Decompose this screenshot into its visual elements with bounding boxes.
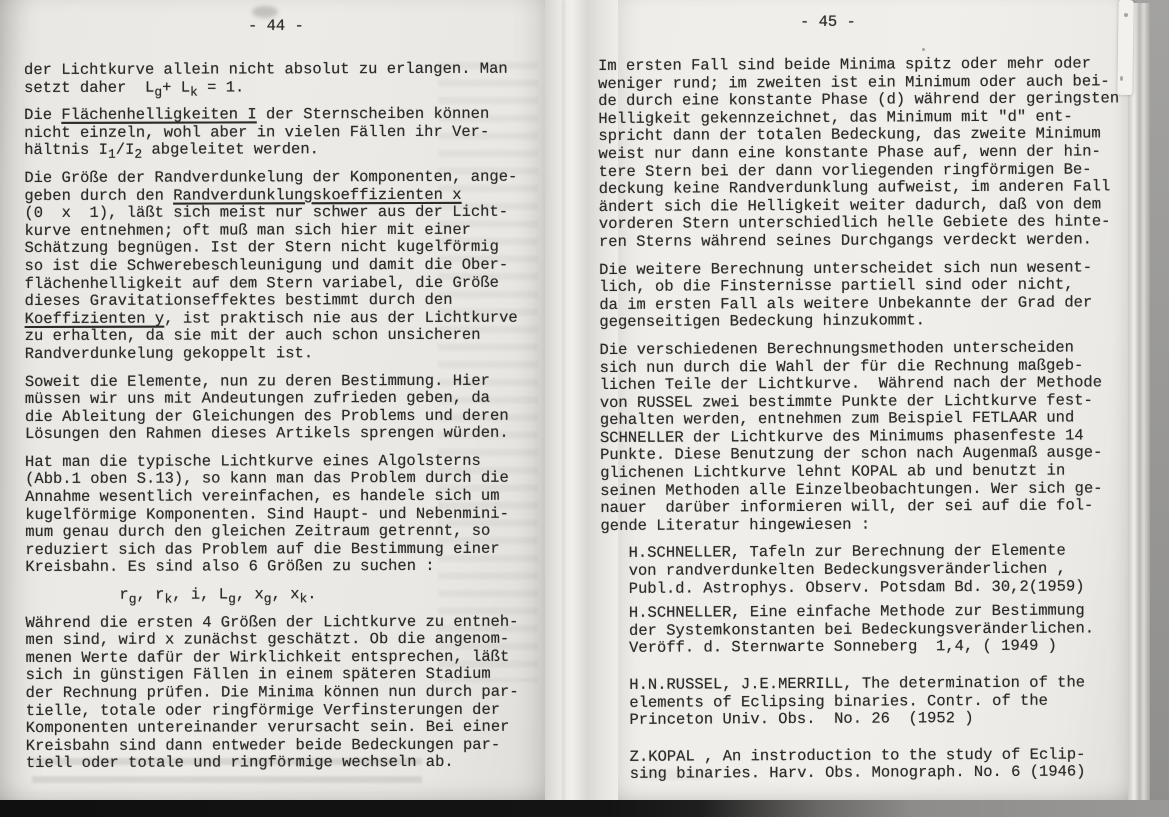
text-line: H.SCHNELLER, Tafeln zur Berechnung der Elemente <box>628 541 1066 563</box>
page-number-45: - 45 - <box>800 13 856 31</box>
text-line: rg, rk, i, Lg, xg, xk. <box>119 585 317 607</box>
underlined-term: Koeffizienten y <box>24 309 165 328</box>
subscript: 1 <box>107 147 116 163</box>
underlined-term: Flächenhelligkeiten I <box>61 105 257 125</box>
paragraph <box>24 104 544 163</box>
text-line: de durch eine konstante Phase (d) während der geringsten <box>598 89 1120 111</box>
text-line: gegenseitigen Bedeckung hinzukommt. <box>599 311 925 332</box>
text-line: geben durch den Randverdunklungskoeffizienten x <box>24 185 462 205</box>
text-line: Princeton Univ. Obs. No. 26 (1952 ) <box>629 709 974 730</box>
text-line: deckung keine Randverdunklung aufweist, im anderen Fall <box>598 177 1111 199</box>
text-line: hältnis I1/I2 abgeleitet werden. <box>24 140 319 163</box>
underlined-term: Randverdunklungskoeffizienten x <box>173 185 462 205</box>
paragraph <box>25 372 545 444</box>
page-number-44: - 44 - <box>248 17 304 35</box>
text-line: kugelförmige Komponenten. Sind Haupt- und Nebenmini- <box>25 504 509 524</box>
text-line: Helligkeit gekennzeichnet, das Minimum mit "d" ent- <box>598 107 1073 128</box>
text-line: der Lichtkurve allein nicht absolut zu erlangen. Man <box>23 59 508 79</box>
text-line: mum genau durch den gleichen Zeitraum getrennt, so <box>25 522 491 542</box>
paragraph <box>599 339 1132 535</box>
text-line: vorderen Stern unterschiedlich helle Gebiete des hinte- <box>598 212 1111 234</box>
text-line: nicht einzeln, wohl aber in vielen Fällen ihr Ver- <box>24 122 490 142</box>
text-line: (Abb.1 oben S.13), so kann man das Problem durch die <box>25 469 509 489</box>
subscript: g <box>228 591 236 607</box>
text-line: Die weitere Berechnung unterscheidet sich nun wesent- <box>599 257 1093 279</box>
text-line: Die Größe der Randverdunkelung der Komponenten, ange- <box>24 167 518 187</box>
text-line: Die Flächenhelligkeiten I der Sternscheiben können <box>24 104 490 125</box>
paragraph <box>119 586 545 605</box>
text-line: Komponenten untereinander verursacht sein. Bei einer <box>25 717 510 738</box>
desk-shadow-band <box>0 800 1169 817</box>
dust-speck <box>922 48 925 51</box>
left-page-text <box>24 61 546 773</box>
text-line: weist nur dann eine konstante Phase auf, wenn der hin- <box>598 142 1101 163</box>
text-line: Die verschiedenen Berechnungsmethoden unterscheiden <box>599 338 1074 359</box>
text-line: sing binaries. Harv. Obs. Monograph. No. 6 (1946) <box>629 762 1086 784</box>
text-line: spricht dann der totalen Bedeckung, das zweite Minimum <box>598 124 1101 146</box>
text-line: Kreisbahn sind dann entweder beide Bedeckungen par- <box>25 735 501 755</box>
paragraph <box>24 61 544 98</box>
text-line: müssen wir uns mit Andeutungen zufrieden geben, da <box>24 388 490 409</box>
text-line: glichenen Lichtkurve lehnt KOPAL ab und benutzt in <box>600 461 1066 483</box>
paragraph <box>629 602 1133 657</box>
text-line: lichen Teile der Lichtkurve. Während nach der Methode <box>599 373 1103 395</box>
text-line: SCHNELLER der Lichtkurve des Minimums phasenfeste 14 <box>599 426 1084 447</box>
text-line: da im ersten Fall als weitere Unbekannte der Grad der <box>599 293 1093 314</box>
text-line: Während die ersten 4 Größen der Lichtkurve zu entneh- <box>25 612 519 632</box>
text-line: Hat man die typische Lichtkurve eines Algolsterns <box>25 451 481 471</box>
subscript: k <box>190 84 198 100</box>
text-line: Soweit die Elemente, nun zu deren Bestimmung. Hier <box>24 371 490 391</box>
paragraph <box>598 55 1131 251</box>
paragraph <box>24 169 545 364</box>
text-line: elements of Eclipsing binaries. Contr. of the <box>629 691 1048 712</box>
text-line: kurve entnehmen; oft muß man sich hier mit einer <box>24 220 471 240</box>
text-line: setzt daher Lg+ Lk = 1. <box>24 78 245 100</box>
paragraph <box>25 613 545 773</box>
text-line: Annahme wesentlich vereinfachen, es handele sich um <box>25 486 500 507</box>
text-line: H.N.RUSSEL, J.E.MERRILL, The determination of the <box>629 673 1086 694</box>
text-line: ren Sterns während seines Durchgangs verdeckt werden. <box>598 230 1092 251</box>
text-line: weniger rund; im zweiten ist ein Minimum oder auch bei- <box>598 71 1110 93</box>
text-line: (0 x 1), läßt sich meist nur schwer aus der Licht- <box>24 202 509 223</box>
paragraph <box>25 453 545 578</box>
text-line: tielle, totale oder ringförmige Verfinsterungen der <box>25 700 501 720</box>
text-line: Veröff. d. Sternwarte Sonneberg 1,4, ( 1949 ) <box>629 637 1058 658</box>
text-line: Im ersten Fall sind beide Minima spitz oder mehr oder <box>597 54 1092 75</box>
subscript: 2 <box>134 147 143 163</box>
text-line: sich in günstigen Fällen in einem späteren Stadium <box>25 665 491 685</box>
subscript: k <box>299 591 308 607</box>
text-line: Kreisbahn. Es sind also 6 Größen zu suchen : <box>25 557 435 577</box>
subscript: k <box>164 591 173 607</box>
text-line: men sind, wird x zunächst geschätzt. Ob die angenom- <box>25 629 510 650</box>
text-line: dieses Gravitationseffektes bestimmt durch den <box>24 291 453 311</box>
dust-speck <box>1124 13 1128 17</box>
paragraph <box>599 259 1131 332</box>
text-line: Schätzung begnügen. Ist der Stern nicht kugelförmig <box>24 238 499 258</box>
text-line: nauer darüber informieren will, der sei auf die fol- <box>600 496 1094 518</box>
text-line: flächenhelligkeit auf dem Stern variabel, die Größe <box>24 273 499 293</box>
text-line: H.SCHNELLER, Eine einfache Methode zur Bestimmung <box>628 601 1085 623</box>
text-line: reduziert sich das Problem auf die Bestimmung einer <box>25 539 500 559</box>
text-line: tere Stern bei der dann vorliegenden ringförmigen Be- <box>598 159 1092 181</box>
text-line: Punkte. Diese Benutzung der schon nach Augenmaß ausge- <box>600 443 1103 465</box>
text-line: der Systemkonstanten bei Bedeckungsveränderlichen. <box>628 619 1095 640</box>
subscript: g <box>128 591 137 607</box>
gutter-crease <box>562 0 565 801</box>
subscript: g <box>263 591 272 607</box>
paragraph <box>629 674 1133 729</box>
text-line: die Ableitung der Gleichungen des Problems und deren <box>24 406 509 426</box>
text-line: lich, ob die Finsternisse partiell sind oder nicht, <box>599 275 1074 297</box>
text-line: gehalten werden, entnehmen zum Beispiel FETLAAR und <box>599 408 1075 430</box>
text-line: Z.KOPAL , An instroduction to the study of Eclip- <box>629 745 1086 766</box>
text-line: menen Werte dafür der Wirklichkeit entsprechen, läßt <box>25 647 510 667</box>
text-line: seinen Methoden alle Einzelbeobachtungen. Wer sich ge- <box>600 479 1103 500</box>
text-line: von randverdunkelten Bedeckungsveränderlichen , <box>628 559 1066 580</box>
text-line: Lösungen den Rahmen dieses Artikels sprengen würden. <box>24 424 509 444</box>
text-line: gende Literatur hingewiesen : <box>600 515 871 535</box>
text-line: zu erhalten, da sie mit der auch schon unsicheren <box>24 326 481 346</box>
text-line: tiell oder totale und ringförmige wechseln ab. <box>25 753 454 773</box>
text-line: von RUSSEL zwei bestimmte Punkte der Lichtkurve fest- <box>599 391 1093 412</box>
text-line: sich nun durch die Wahl der für die Rechnung maßgeb- <box>599 355 1084 377</box>
text-line: Publ.d. Astrophys. Observ. Potsdam Bd. 30,2(1959) <box>628 577 1085 598</box>
text-line: der Rechnung prüfen. Die Minima können nun durch par- <box>25 682 519 702</box>
text-line: so ist die Schwerebeschleunigung und damit die Ober- <box>24 255 509 275</box>
subscript: g <box>154 84 163 100</box>
paragraph <box>629 543 1133 598</box>
text-line: ändert sich die Helligkeit weiter dadurch, daß von dem <box>598 195 1102 216</box>
text-line: Koeffizienten y, ist praktisch nie aus der Lichtkurve <box>24 308 518 328</box>
paragraph <box>630 746 1134 784</box>
text-line: Randverdunkelung gekoppelt ist. <box>24 344 314 363</box>
right-page-text <box>598 55 1134 784</box>
